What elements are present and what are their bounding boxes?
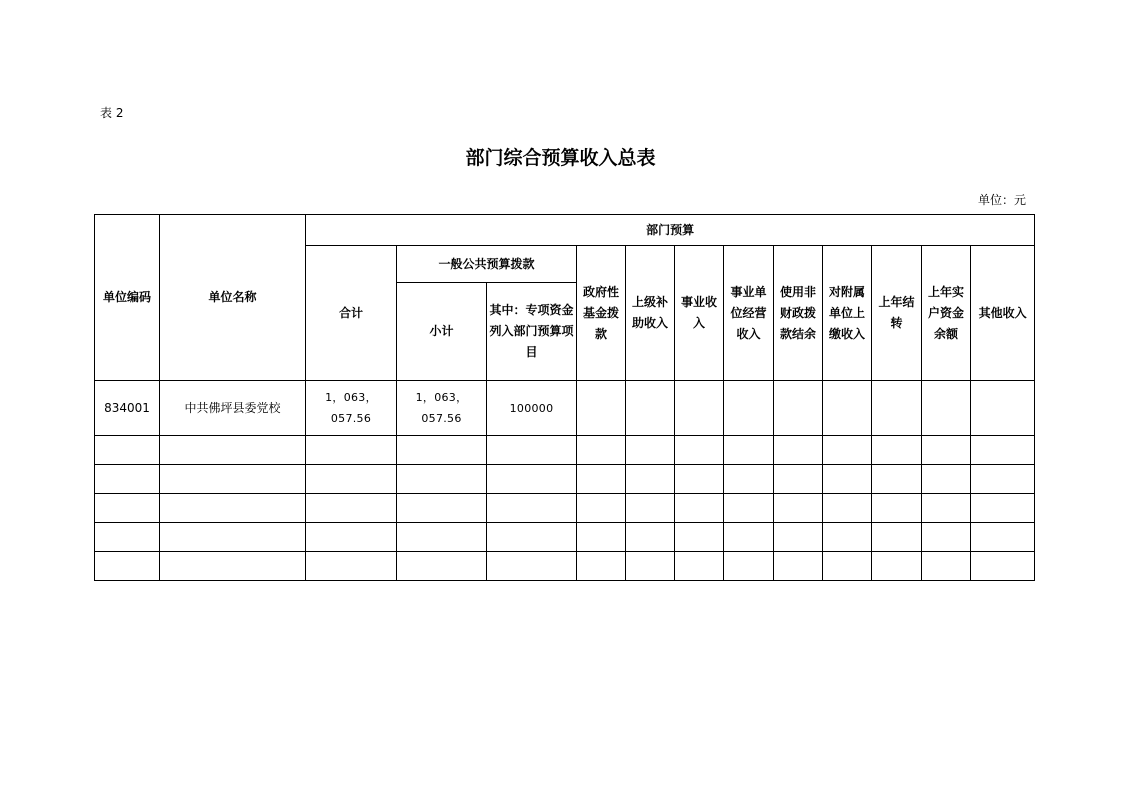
table-row [95, 436, 1035, 465]
header-affiliated-income: 对附属单位上缴收入 [823, 246, 872, 381]
header-other-income: 其他收入 [971, 246, 1035, 381]
header-carryover: 上年结转 [872, 246, 922, 381]
header-subtotal: 小计 [397, 283, 487, 381]
table-row [95, 552, 1035, 581]
header-operating-income: 事业单位经营收入 [724, 246, 774, 381]
header-unit-name: 单位名称 [160, 215, 306, 381]
header-dept-budget: 部门预算 [306, 215, 1035, 246]
budget-revenue-table [94, 214, 1035, 581]
header-total: 合计 [306, 246, 397, 381]
table-row [95, 381, 1035, 436]
table-row [95, 465, 1035, 494]
header-business-income: 事业收入 [675, 246, 724, 381]
table-row [95, 523, 1035, 552]
header-non-fiscal-balance: 使用非财政拨款结余 [774, 246, 823, 381]
cell-unit-name: 中共佛坪县委党校 [160, 381, 306, 436]
header-general-public-budget: 一般公共预算拨款 [397, 246, 577, 283]
header-superior-subsidy: 上级补助收入 [626, 246, 675, 381]
header-prior-balance: 上年实户资金余额 [922, 246, 971, 381]
header-unit-code: 单位编码 [95, 215, 160, 381]
unit-label: 单位：元 [977, 193, 1026, 207]
table-row [95, 494, 1035, 523]
page-title: 部门综合预算收入总表 [465, 147, 656, 169]
cell-subtotal: 1，063，057.56 [397, 381, 487, 436]
header-special-funds: 其中：专项资金列入部门预算项目 [487, 283, 577, 381]
header-gov-fund: 政府性基金拨款 [577, 246, 626, 381]
cell-unit-code: 834001 [95, 381, 160, 436]
cell-total: 1，063，057.56 [306, 381, 397, 436]
cell-special-funds: 100000 [487, 381, 577, 436]
table-number: 表 2 [100, 106, 124, 120]
